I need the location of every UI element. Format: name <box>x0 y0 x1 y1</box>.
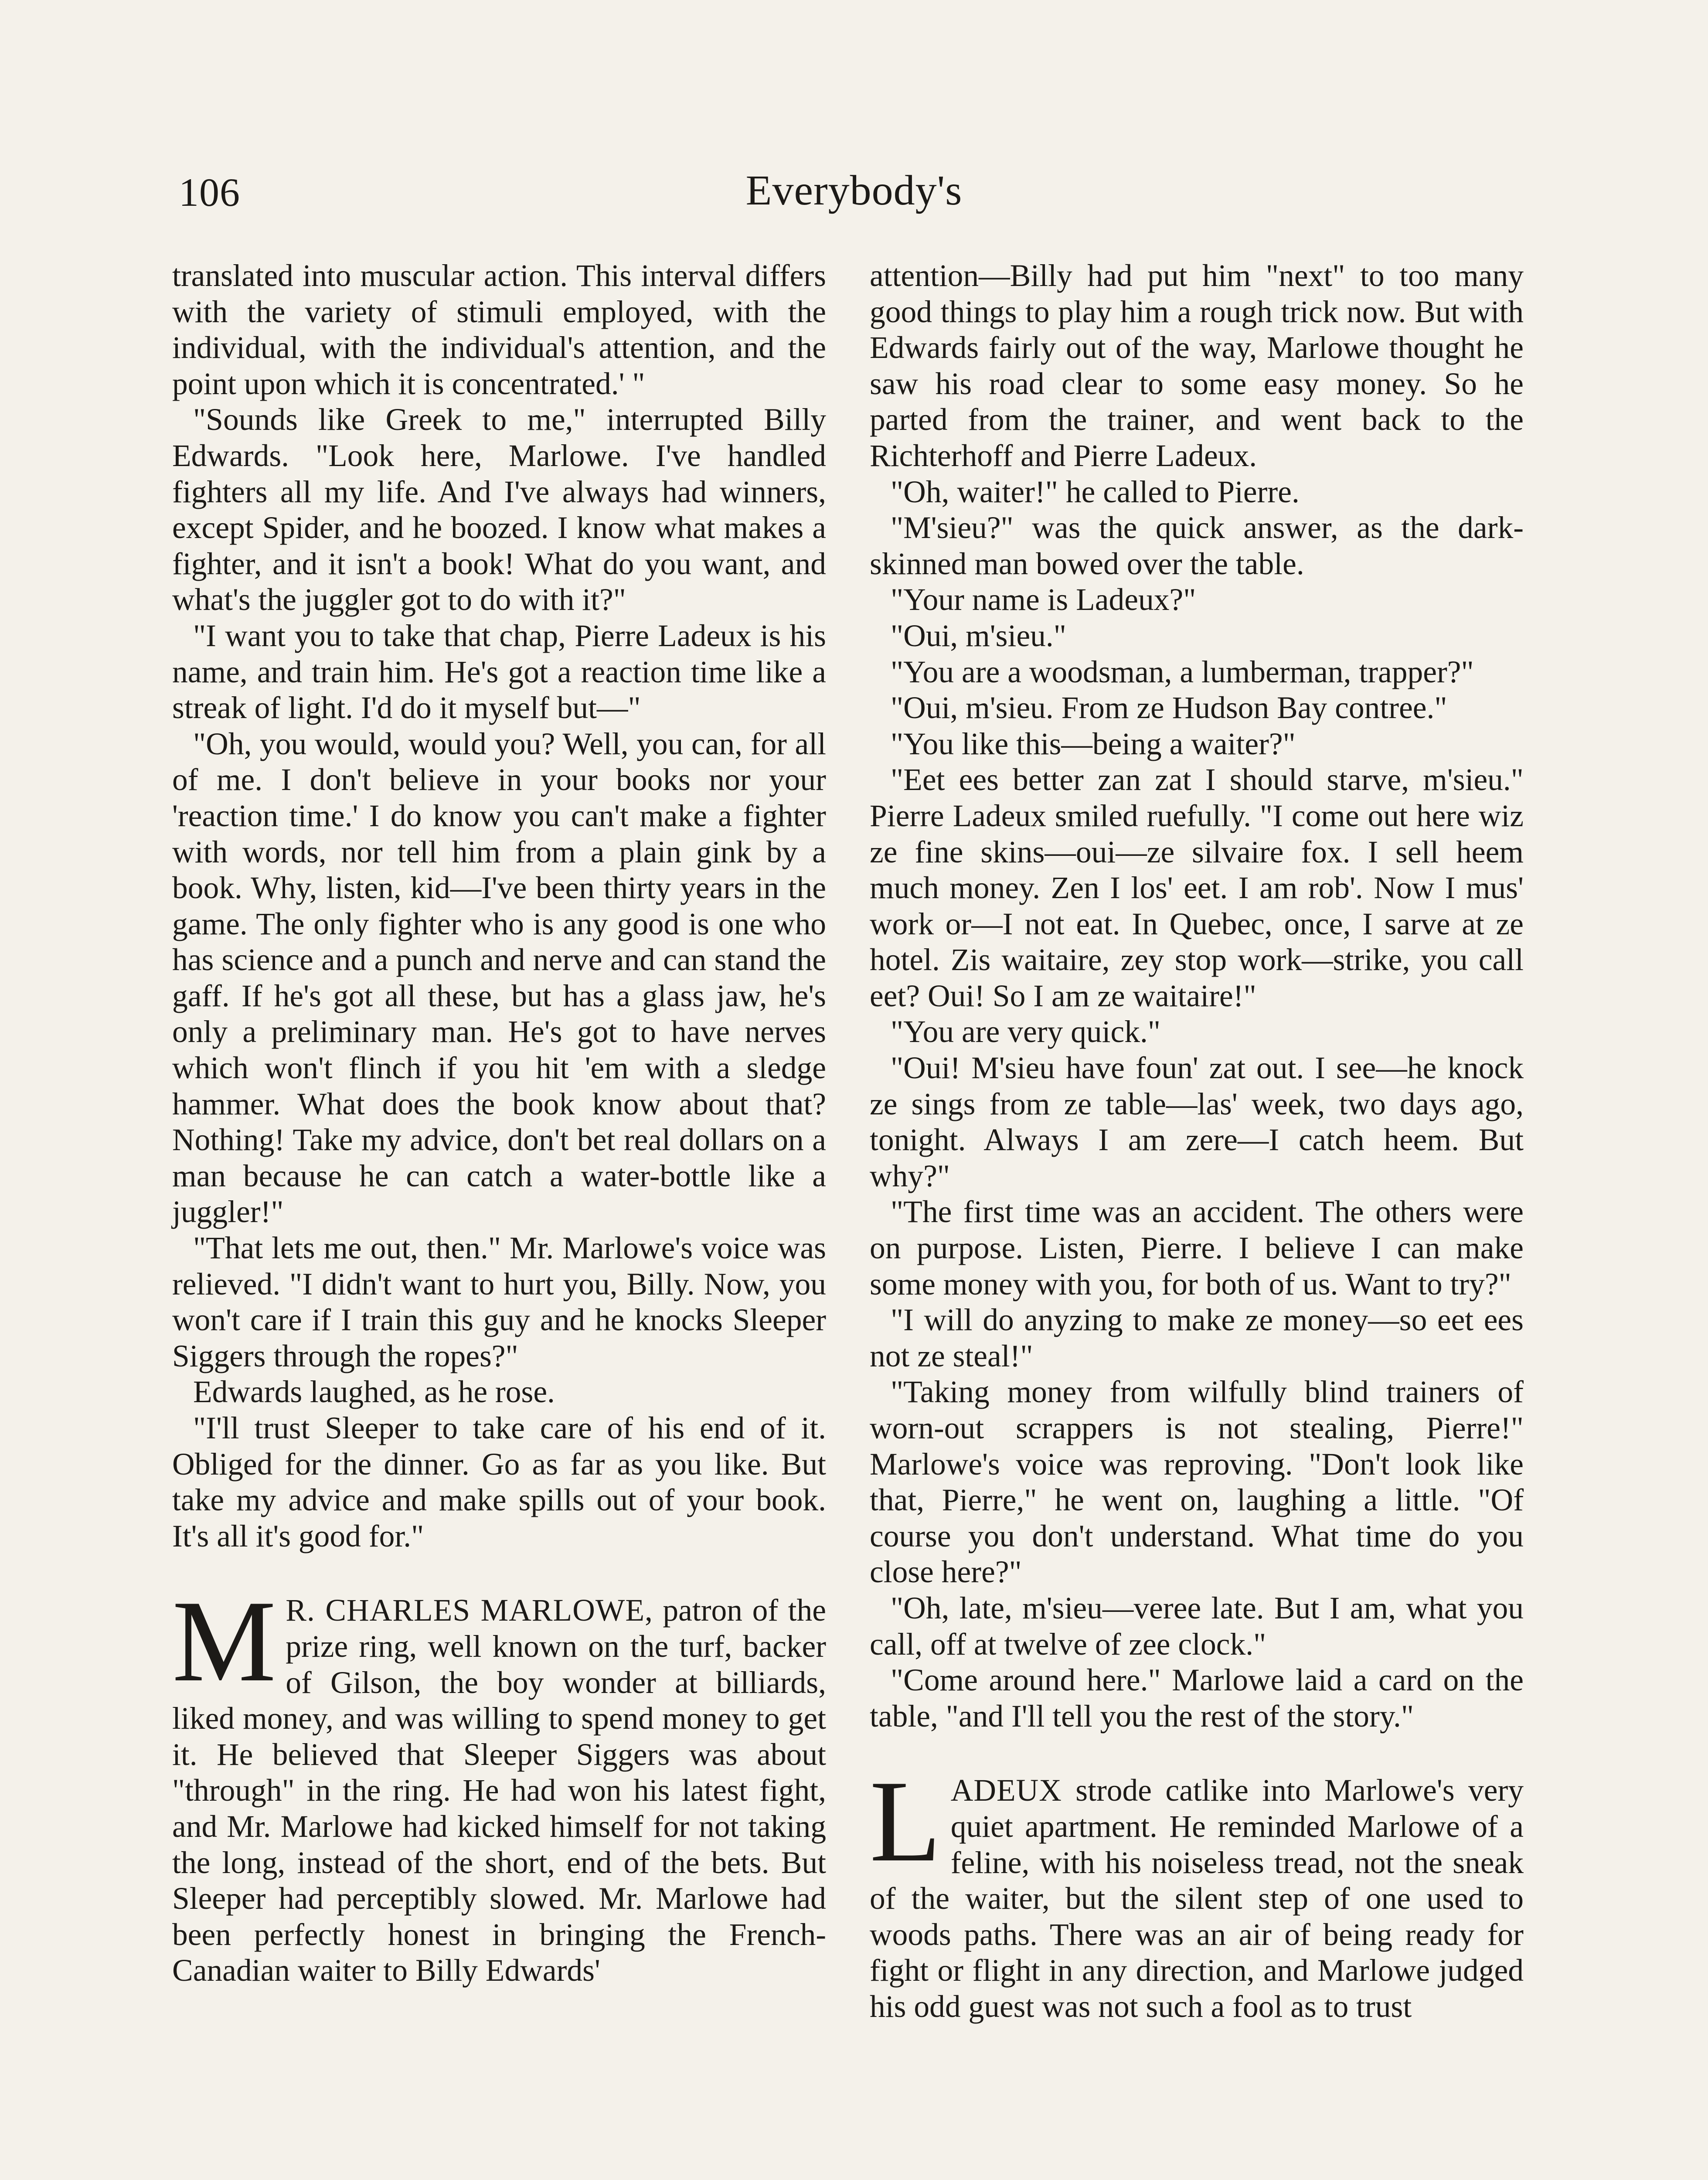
paragraph: "You are a woodsman, a lumberman, trapper?" <box>891 654 1474 689</box>
paragraph: "You like this—being a waiter?" <box>891 726 1296 761</box>
page-number: 106 <box>179 170 240 215</box>
section-lead: R. CHARLES MARLOWE, <box>286 1593 653 1628</box>
paragraph: Edwards laughed, as he rose. <box>193 1375 555 1410</box>
paragraph: attention—Billy had put him "next" to too many good things to play him a rough trick now. But with Edwards fairly out of the way, Marlowe thought he saw his road clear to some easy money. So he parted from the trainer, and went back to the Richterhoff and Pierre Ladeux. <box>870 259 1524 473</box>
paragraph: "Sounds like Greek to me," interrupted Billy Edwards. "Look here, Marlowe. I've handled fighters all my life. And I've always had winners, except Spider, and he boozed. I know what makes a fighter, and it isn't a book! What do you want, and what's the juggler got to do with it?" <box>172 402 826 617</box>
paragraph: "Oui, m'sieu. From ze Hudson Bay contree." <box>891 691 1447 726</box>
paragraph: "Come around here." Marlowe laid a card on the table, "and I'll tell you the rest of the story." <box>870 1663 1524 1734</box>
paragraph: "Oh, late, m'sieu—veree late. But I am, what you call, off at twelve of zee clock." <box>870 1591 1524 1662</box>
right-column <box>870 258 1524 2025</box>
paragraph: "Oh, waiter!" he called to Pierre. <box>891 474 1300 509</box>
paragraph: "The first time was an accident. The others were on purpose. Listen, Pierre. I believe I can make some money with you, for both of us. Want to try?" <box>870 1195 1524 1301</box>
paragraph: "I will do anyzing to make ze money—so eet ees not ze steal!" <box>870 1303 1524 1373</box>
section-paragraph <box>172 1576 826 1989</box>
paragraph: "That lets me out, then." Mr. Marlowe's voice was relieved. "I didn't want to hurt you, Billy. Now, you won't care if I train this guy and he knocks Sleeper Siggers through the ropes?" <box>172 1231 826 1373</box>
left-column <box>172 258 826 1989</box>
drop-cap: M <box>172 1576 276 1706</box>
running-head: Everybody's <box>745 167 963 214</box>
paragraph: "I want you to take that chap, Pierre Ladeux is his name, and train him. He's got a reaction time like a streak of light. I'd do it myself but—" <box>172 618 826 726</box>
paragraph: "I'll trust Sleeper to take care of his end of it. Obliged for the dinner. Go as far as you like. But take my advice and make spills out of your book. It's all it's good for." <box>172 1411 826 1553</box>
drop-cap: L <box>870 1756 941 1886</box>
section-text: patron of the prize ring, well known on the turf, backer of Gilson, the boy wonder at billiards, liked money, and was willing to spend money to get it. He believed that Sleeper Siggers was about "through" in the ring. He had won his latest fight, and Mr. Marlowe had kicked himself for not taking the long, instead of the short, end of the bets. But Sleeper had perceptibly slowed. Mr. Marlowe had been perfectly honest in bringing the French-Canadian waiter to Billy Edwards' <box>172 1593 826 1988</box>
paragraph: "M'sieu?" was the quick answer, as the dark-skinned man bowed over the table. <box>870 511 1524 581</box>
paragraph: "Eet ees better zan zat I should starve, m'sieu." Pierre Ladeux smiled ruefully. "I come out here wiz ze fine skins—oui—ze silvaire fox. I sell heem much money. Zen I los' eet. I am rob'. Now I mus' work or—I not eat. In Quebec, once, I sarve at ze hotel. Zis waitaire, zey stop work—strike, you call eet? Oui! So I am ze waitaire!" <box>870 763 1524 1013</box>
paragraph: "Oui, m'sieu." <box>891 618 1066 653</box>
section-lead: ADEUX <box>950 1773 1062 1808</box>
section-paragraph <box>870 1756 1524 2025</box>
paragraph: "Your name is Ladeux?" <box>891 582 1196 617</box>
paragraph: translated into muscular action. This interval differs with the variety of stimuli employed, with the individual, with the individual's attention, and the point upon which it is concentrated.' " <box>172 259 826 401</box>
paragraph: "Oui! M'sieu have foun' zat out. I see—he knock ze sings from ze table—las' week, two days ago, tonight. Always I am zere—I catch heem. But why?" <box>870 1051 1524 1193</box>
section-text: strode catlike into Marlowe's very quiet apartment. He reminded Marlowe of a feline, with his noiseless tread, not the sneak of the waiter, but the silent step of one used to woods paths. There was an air of being ready for fight or flight in any direction, and Marlowe judged his odd guest was not such a fool as to trust <box>870 1773 1524 2024</box>
paragraph: "Taking money from wilfully blind trainers of worn-out scrappers is not stealing, Pierre!" Marlowe's voice was reproving. "Don't look like that, Pierre," he went on, laughing a little. "Of course you don't understand. What time do you close here?" <box>870 1375 1524 1590</box>
paragraph: "You are very quick." <box>891 1015 1161 1049</box>
paragraph: "Oh, you would, would you? Well, you can, for all of me. I don't believe in your books nor your 'reaction time.' I do know you can't make a fighter with words, nor tell him from a plain gink by a book. Why, listen, kid—I've been thirty years in the game. The only fighter who is any good is one who has science and a punch and nerve and can stand the gaff. If he's got all these, but has a glass jaw, he's only a preliminary man. He's got to have nerves which won't flinch if you hit 'em with a sledge hammer. What does the book know about that? Nothing! Take my advice, don't bet real dollars on a man because he can catch a water-bottle like a juggler!" <box>172 726 826 1230</box>
